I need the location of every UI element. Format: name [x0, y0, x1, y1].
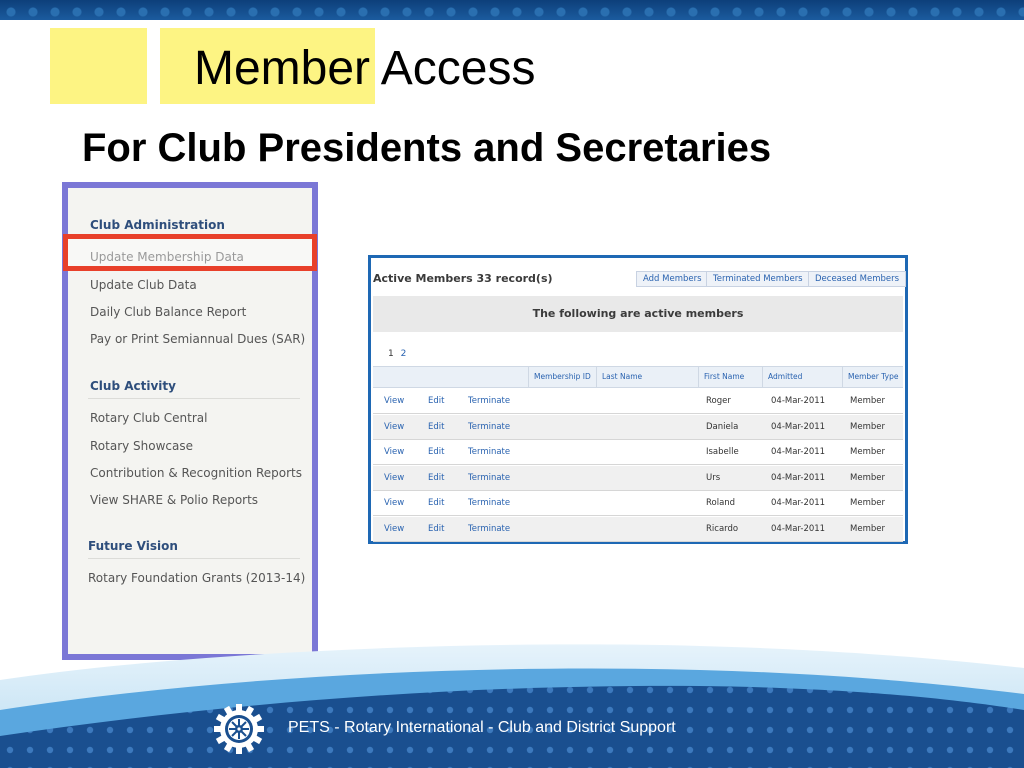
- member-type-cell: Member: [850, 447, 885, 457]
- member-type-cell: Member: [850, 472, 885, 483]
- menu-item-update-club-data[interactable]: Update Club Data: [90, 278, 197, 292]
- member-type-cell: Member: [850, 421, 885, 432]
- first-name-cell: Roland: [706, 498, 736, 508]
- first-name-cell: Ricardo: [706, 523, 739, 534]
- edit-link[interactable]: Edit: [428, 421, 445, 432]
- view-link[interactable]: View: [384, 472, 405, 483]
- edit-link[interactable]: Edit: [428, 498, 445, 508]
- admitted-cell: 04-Mar-2011: [771, 523, 826, 534]
- menu-item-daily-club-balance-report[interactable]: Daily Club Balance Report: [90, 305, 247, 319]
- title-accent-block: [50, 28, 147, 104]
- section-divider: [88, 398, 300, 399]
- active-members-panel: [368, 255, 908, 544]
- view-link[interactable]: View: [384, 421, 405, 432]
- member-type-cell: Member: [850, 396, 885, 406]
- add-members-button[interactable]: Add Members: [636, 271, 709, 287]
- table-header: [373, 366, 903, 388]
- bottom-wave-band: [0, 640, 1024, 768]
- table-row: [373, 389, 903, 414]
- column-header-admitted[interactable]: Admitted: [762, 367, 842, 387]
- terminate-link[interactable]: Terminate: [468, 498, 511, 508]
- column-header-first-name[interactable]: First Name: [698, 367, 762, 387]
- column-header-member-type[interactable]: Member Type: [842, 367, 903, 387]
- slide-subtitle: For Club Presidents and Secretaries: [82, 126, 772, 170]
- admitted-cell: 04-Mar-2011: [771, 498, 826, 508]
- highlight-callout-box: [63, 234, 317, 271]
- menu-item-rotary-showcase[interactable]: Rotary Showcase: [90, 439, 194, 453]
- menu-item-contribution-recognition-reports[interactable]: Contribution & Recognition Reports: [90, 466, 303, 480]
- members-record-count-title: Active Members 33 record(s): [373, 272, 553, 285]
- admitted-cell: 04-Mar-2011: [771, 421, 826, 432]
- section-title-club-administration: Club Administration: [90, 218, 225, 232]
- edit-link[interactable]: Edit: [428, 447, 445, 457]
- menu-item-pay-print-dues[interactable]: Pay or Print Semiannual Dues (SAR): [90, 332, 306, 346]
- table-row: [373, 440, 903, 465]
- footer-caption: PETS - Rotary International - Club and District Support: [288, 719, 676, 736]
- pagination: [388, 349, 410, 359]
- terminate-link[interactable]: Terminate: [468, 523, 511, 534]
- table-row: [373, 415, 903, 440]
- terminate-link[interactable]: Terminate: [468, 396, 511, 406]
- menu-item-update-membership-data[interactable]: Update Membership Data: [90, 250, 244, 264]
- section-title-club-activity: Club Activity: [90, 379, 176, 393]
- menu-item-view-share-polio-reports[interactable]: View SHARE & Polio Reports: [90, 493, 259, 507]
- first-name-cell: Isabelle: [706, 447, 739, 457]
- view-link[interactable]: View: [384, 447, 405, 457]
- view-link[interactable]: View: [384, 498, 405, 508]
- edit-link[interactable]: Edit: [428, 523, 445, 534]
- active-members-banner: The following are active members: [373, 296, 903, 332]
- admitted-cell: 04-Mar-2011: [771, 396, 826, 406]
- rotary-wheel-icon: [212, 702, 266, 756]
- terminate-link[interactable]: Terminate: [468, 447, 511, 457]
- column-header-last-name[interactable]: Last Name: [596, 367, 698, 387]
- deceased-members-button[interactable]: Deceased Members: [808, 271, 906, 287]
- view-link[interactable]: View: [384, 523, 405, 534]
- first-name-cell: Roger: [706, 396, 731, 406]
- slide-title: Member Access: [194, 42, 536, 95]
- terminated-members-button[interactable]: Terminated Members: [706, 271, 810, 287]
- terminate-link[interactable]: Terminate: [468, 421, 511, 432]
- column-header-membership-id[interactable]: Membership ID: [528, 367, 596, 387]
- first-name-cell: Urs: [706, 472, 721, 483]
- edit-link[interactable]: Edit: [428, 472, 445, 483]
- section-title-future-vision: Future Vision: [88, 539, 178, 553]
- page-1-current: 1: [388, 349, 394, 359]
- table-row: [373, 517, 903, 542]
- member-type-cell: Member: [850, 498, 885, 508]
- top-decorative-band: [0, 0, 1024, 20]
- terminate-link[interactable]: Terminate: [468, 472, 511, 483]
- page-2-link[interactable]: 2: [400, 349, 407, 359]
- menu-item-rotary-foundation-grants[interactable]: Rotary Foundation Grants (2013-14): [88, 571, 306, 585]
- table-row: [373, 491, 903, 516]
- first-name-cell: Daniela: [706, 421, 739, 432]
- admitted-cell: 04-Mar-2011: [771, 472, 826, 483]
- member-type-cell: Member: [850, 523, 885, 534]
- view-link[interactable]: View: [384, 396, 405, 406]
- edit-link[interactable]: Edit: [428, 396, 445, 406]
- menu-item-rotary-club-central[interactable]: Rotary Club Central: [90, 411, 208, 425]
- section-divider: [88, 558, 300, 559]
- table-row: [373, 466, 903, 491]
- admitted-cell: 04-Mar-2011: [771, 447, 826, 457]
